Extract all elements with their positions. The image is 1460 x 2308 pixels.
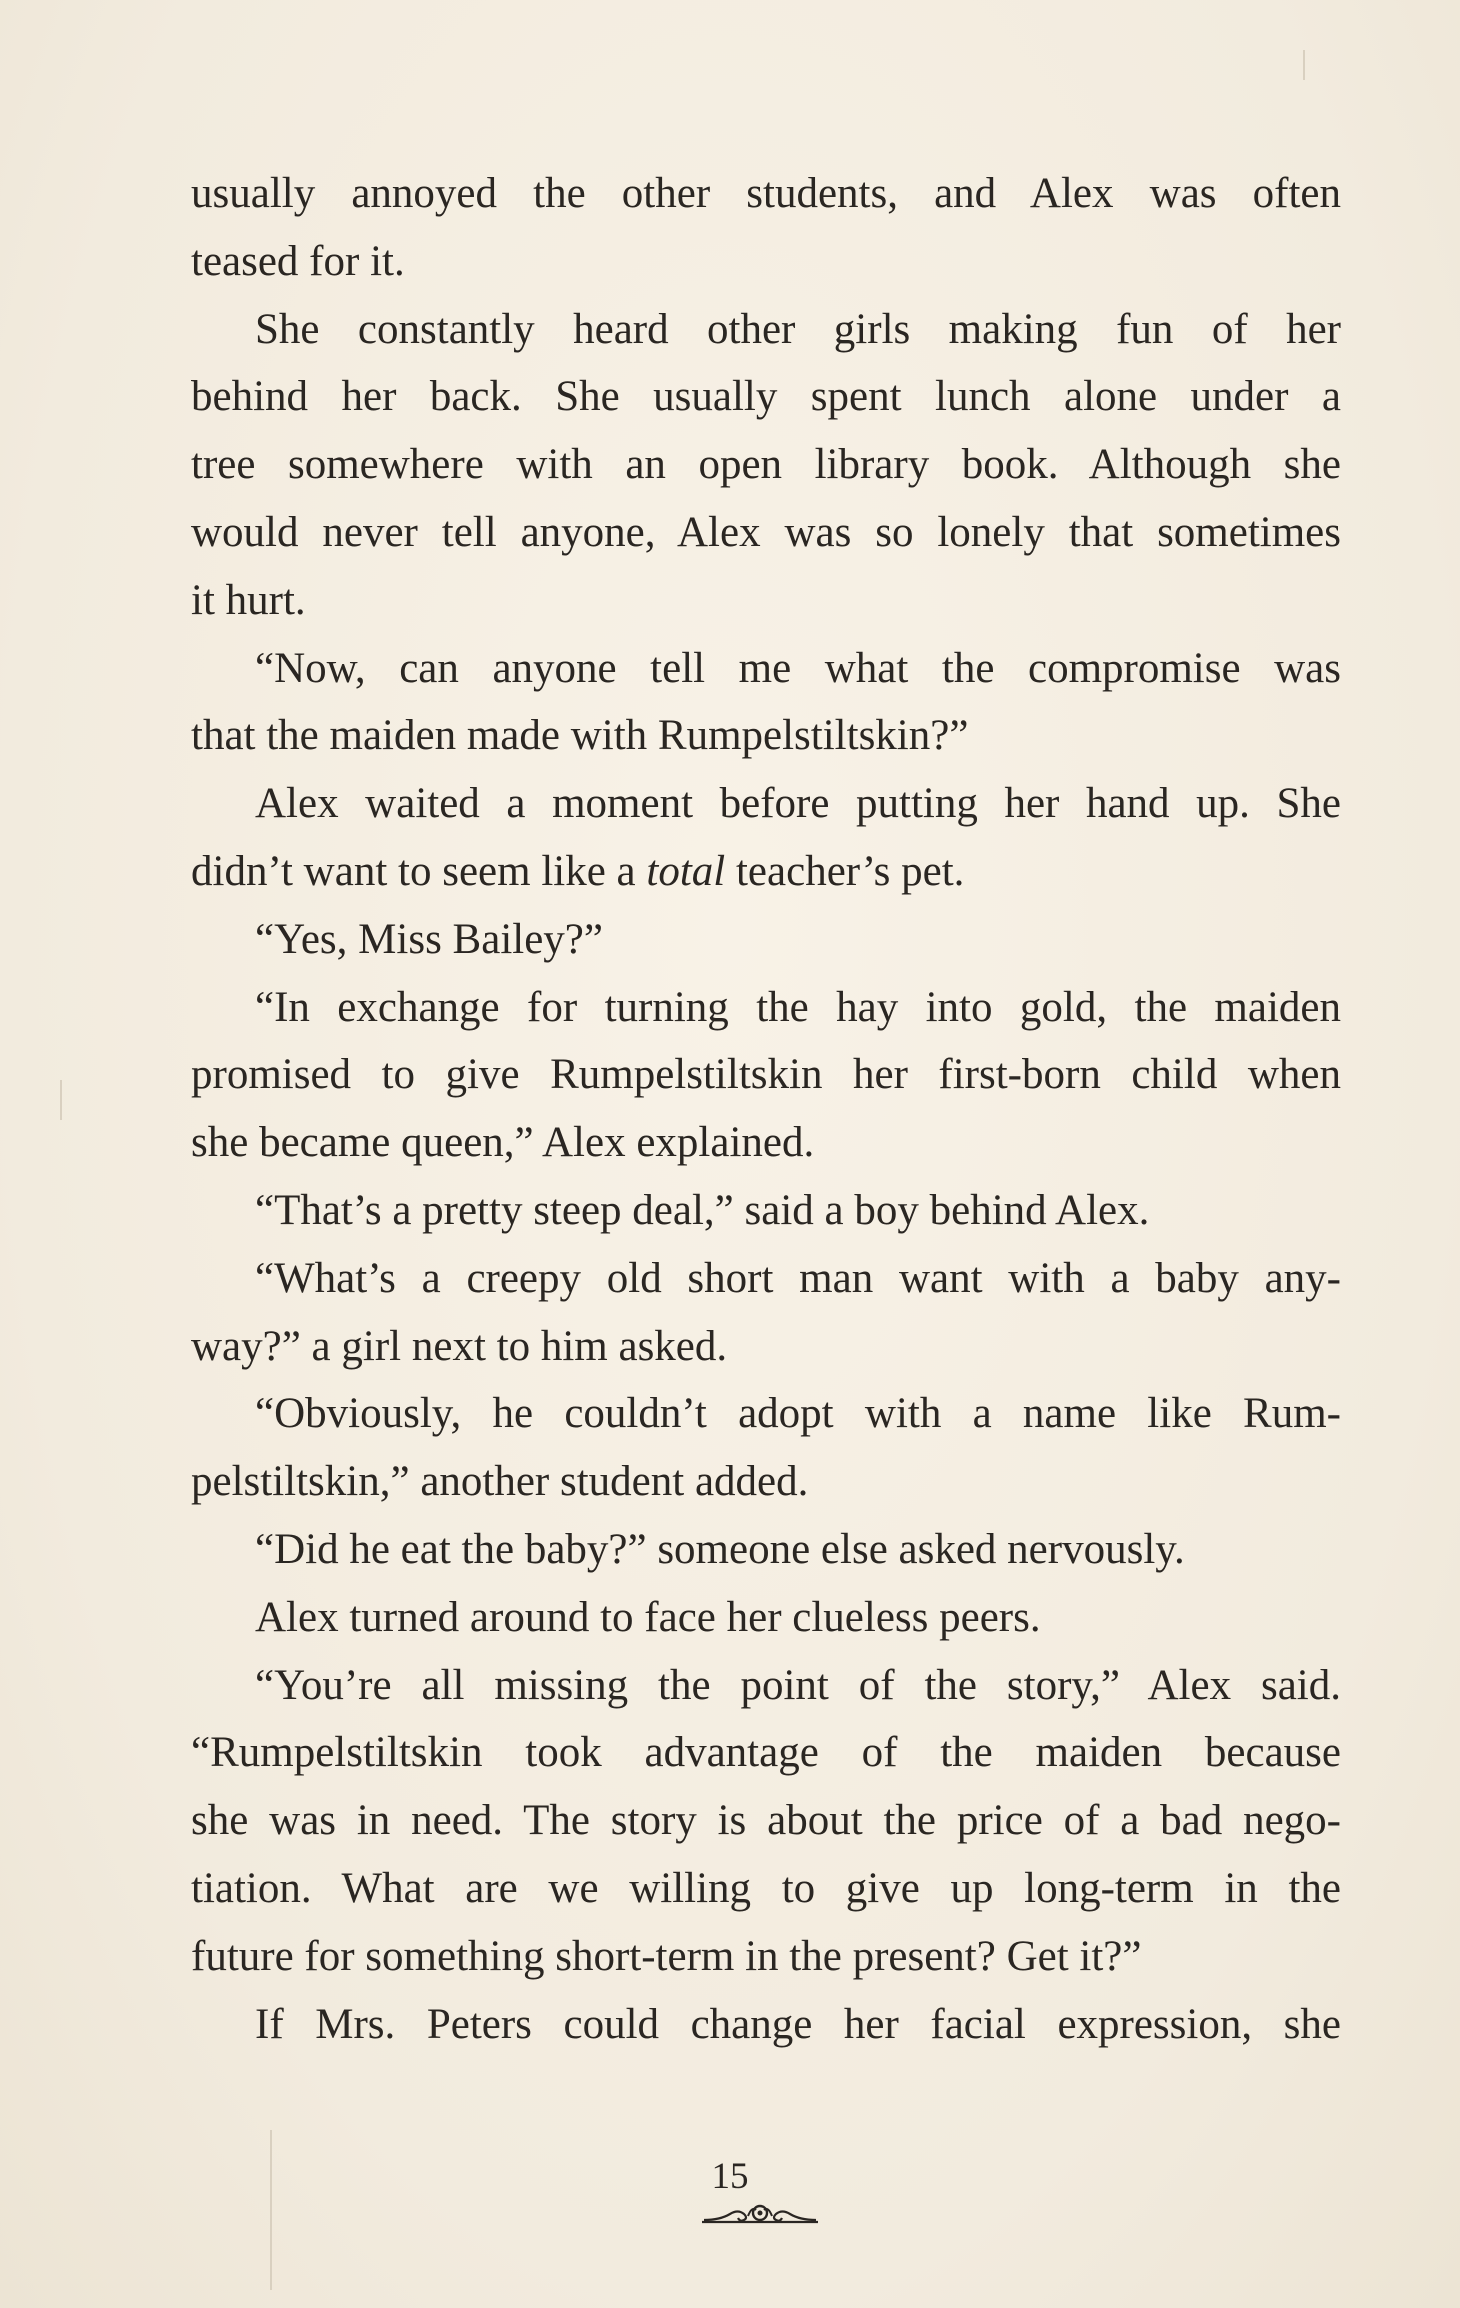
text-line: that the maiden made with Rumpelstiltskin?” <box>191 712 969 760</box>
text-line: pelstiltskin,” another student added. <box>191 1458 809 1506</box>
text-line: future for something short-term in the present? Get it?” <box>191 1932 1142 1980</box>
paper-crease-mark <box>60 1080 62 1120</box>
emphasis-text: total <box>646 847 726 895</box>
text-line: way?” a girl next to him asked. <box>191 1322 728 1370</box>
page-number: 15 <box>711 2156 749 2197</box>
text-line: Alex turned around to face her clueless peers. <box>255 1593 1041 1641</box>
text-line: If Mrs. Peters could change her facial expression, she <box>255 2000 1341 2048</box>
text-line: “In exchange for turning the hay into gold, the maiden <box>255 983 1341 1031</box>
text-line: “Now, can anyone tell me what the compromise was <box>255 644 1341 692</box>
text-line: teased for it. <box>191 237 405 285</box>
text-line: “That’s a pretty steep deal,” said a boy behind Alex. <box>255 1186 1150 1234</box>
text-line: “Rumpelstiltskin took advantage of the maiden because <box>191 1729 1341 1777</box>
text-line: “Obviously, he couldn’t adopt with a name like Rum- <box>255 1390 1341 1438</box>
text-line: “Yes, Miss Bailey?” <box>255 915 603 963</box>
text-line <box>191 838 1341 906</box>
text-line: “What’s a creepy old short man want with a baby any- <box>255 1254 1341 1302</box>
scroll-flourish-icon <box>700 2200 820 2226</box>
text-line: She constantly heard other girls making fun of her <box>255 305 1341 353</box>
text-segment: teacher’s pet. <box>725 847 965 895</box>
text-line: “Did he eat the baby?” someone else asked nervously. <box>255 1525 1185 1573</box>
paper-crease-mark <box>270 2130 272 2290</box>
text-line: tree somewhere with an open library book. Although she <box>191 441 1341 489</box>
text-line: promised to give Rumpelstiltskin her first-born child when <box>191 1051 1341 1099</box>
text-line: “You’re all missing the point of the story,” Alex said. <box>255 1661 1341 1709</box>
text-line: she was in need. The story is about the price of a bad nego- <box>191 1797 1341 1845</box>
text-line: usually annoyed the other students, and Alex was often <box>191 170 1341 217</box>
text-line: she became queen,” Alex explained. <box>191 1119 815 1167</box>
text-line: it hurt. <box>191 576 306 624</box>
text-line: would never tell anyone, Alex was so lonely that sometimes <box>191 508 1341 556</box>
text-segment: didn’t want to seem like a <box>191 847 647 895</box>
text-line: tiation. What are we willing to give up long-term in the <box>191 1864 1341 1912</box>
text-line: Alex waited a moment before putting her hand up. She <box>255 780 1341 828</box>
paper-crease-mark <box>1303 50 1305 80</box>
text-line: behind her back. She usually spent lunch alone under a <box>191 373 1341 421</box>
body-text <box>191 160 1341 2058</box>
